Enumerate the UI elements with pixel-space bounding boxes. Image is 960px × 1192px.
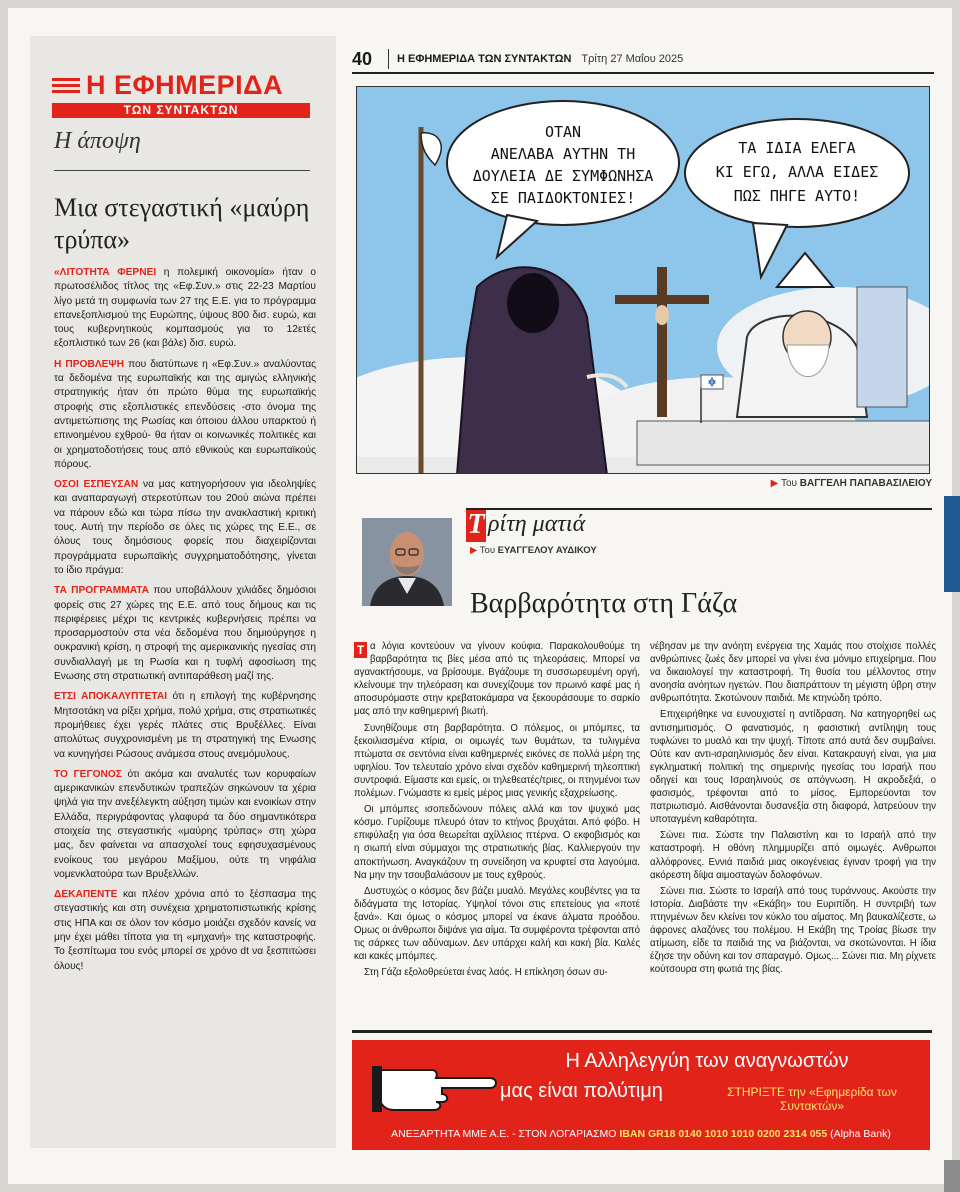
- editorial-paragraph: [54, 478, 316, 578]
- cross-post: [657, 267, 667, 417]
- article-paragraph: Επιχειρήθηκε να ευνουχιστεί η αντίδραση. Να κατηγορηθεί ως αντισημιτισμός. Ο φανατισμός, η φασιστική αντίληψη τους τυφλώνει το μυαλό και την ψυχή. Τίποτε από αυτά δεν συμβαίνει. Ούτε καν αντι-ισραηλινισμός δεν είναι. Κατακραυγή είναι, για μια εγκληματική πολιτική της σημερινής ηγεσίας του Ισραήλ που οδηγεί και τους Ισραηλινούς σε απόγνωση. Η ακροδεξιά, ο φασισμός, τρέφονται από το μίσος. Εμπορεύονται τον πατριωτισμό. Αισθάνονται δυσανεξία στη διαφορά, λατρεύουν την υποταγμένη καθαρότητα.: [650, 709, 936, 826]
- grim-reaper-hood: [507, 273, 559, 333]
- bubble-left-line: ΔΟΥΛΕΙΑ ΔΕ ΣΥΜΦΩΝΗΣΑ: [472, 167, 654, 185]
- article-paragraph: Σώνει πια. Σώστε την Παλαιστίνη και το Ισραήλ από την καταστροφή. Η οθόνη πλημμυρίζει από οιμωγές. Ανθρωποι αλλόφρονες. Εννιά παιδιά μιας οικογένειας έγιναν τροφή για την ακόρεστη δίψα αιμοσταγών δολοφόνων.: [650, 830, 936, 881]
- throne: [857, 287, 907, 407]
- column-initial: Τ: [467, 509, 485, 540]
- ad-divider: [352, 1030, 932, 1033]
- hand-shape: [378, 1070, 496, 1110]
- bubble-right-line: ΠΩΣ ΠΗΓΕ ΑΥΤΟ!: [733, 187, 861, 205]
- article-paragraph: Δυστυχώς ο κόσμος δεν βάζει μυαλό. Μεγάλες κουβέντες για τα διδάγματα της Ιστορίας. Υψηλοί τόνοι στις επετείους για «ποτέ ξανά». Και όμως ο κόσμος μπορεί να έκανε άλματα προόδου. Ομως οι άνθρωποι διψάνε για αίμα. Τα συμφέροντα τρέφονται από τις σάρκες των αδύναμων. Δεν υπάρχει καλή και κακή βία. Καλές και κακές μπόμπες.: [354, 885, 640, 963]
- page-edge-tab: [944, 1160, 960, 1192]
- paragraph-lead: Η ΠΡΟΒΛΕΨΗ: [54, 358, 125, 370]
- bank-iban: IBAN GR18 0140 1010 1010 0200 2314 055: [619, 1128, 828, 1140]
- editorial-paragraph: [54, 888, 316, 974]
- bubble-right-line: ΚΙ ΕΓΩ, ΑΛΛΑ ΕΙΔΕΣ: [715, 163, 879, 181]
- editorial-body: [54, 266, 316, 980]
- article-paragraph: νέβησαν με την ανόητη ενέργεια της Χαμάς που στοίχισε πολλές ανθρώπινες ζωές δεν μπορεί να γίνει ένα μόνιμο επιχείρημα. Που να δικαιολογεί την καταστροφή. Τη θυσία του μέλλοντος στην ανοησία ανόητων ηγετών. Που διαπράττουν τη μέγιστη ύβρη στην ανθρωπότητα. Σκοτώνουν παιδιά. Με κτηνώδη τρόπο.: [650, 641, 936, 705]
- paragraph-text: α λόγια κοντεύουν να γίνουν κούφια. Παρακολουθούμε τη βαρβαρότητα τις βίες μέσα από τις τηλεοράσεις. Μπορεί να αγανακτήσουμε, να βρίσουμε. Βγάζουμε τη συσσωρευμένη οργή, κλείνουμε την τηλεόραση και συνεχίζουμε τον πρωινό καφέ μας ή αποσυρόμαστε στην κρεβατοκάμαρα να ξεκουράσουμε το σαρκίο μας από την καθημερινή βιωτή.: [354, 641, 640, 718]
- article-column-left: [354, 640, 640, 982]
- logo-main: [52, 70, 310, 101]
- portrait-illustration: [362, 518, 452, 606]
- editorial-title: Μια στεγαστική «μαύρη τρύπα»: [54, 193, 310, 254]
- paragraph-text: η πολεμική οικονομία» ήταν ο πρωτοσέλιδος τίτλος της «Εφ.Συν.» στις 22-23 Μαρτίου λίγο μετά τη συμφωνία των 27 της Ε.Ε. για το πρόγραμμα επανεξοπλισμού της Ευρώπης, ύψους 800 δισ. ευρώ, και τους κυβερνητικούς κομπασμούς για το 12ετές εξοπλιστικό των 26 (και βάλε) δισ. ευρώ.: [54, 267, 316, 350]
- editorial-paragraph: [54, 266, 316, 352]
- paragraph-text: ότι η επιλογή της κυβέρνησης Μητσοτάκη να ρίξει χρήμα, πολύ χρήμα, στις στρατιωτικές προμήθειες έχει γερές πλάτες στις Βρυξέλλες. Είναι απολύτως συγχρονισμένη με τη στρατηγική της Ενωσης να κυνηγήσει Ρώσους ανάμεσα στους ανεμόμυλους.: [54, 691, 316, 760]
- drop-cap: Τ: [354, 642, 367, 658]
- credit-name: ΒΑΓΓΕΛΗ ΠΑΠΑΒΑΣΙΛΕΙΟΥ: [799, 478, 932, 489]
- editorial-paragraph: [54, 768, 316, 882]
- article-paragraph: Σώνει πια. Σώστε το Ισραήλ από τους τυράννους. Ακούστε την Ιστορία. Διαβάστε την «Εκάβη» του Ευριπίδη. Η συντριβή των πτηνμένων δεν κλείνει τον κύκλο του αίματος. Μη βαυκαλίζεστε, ω άφρονες αλαζόνες του πολέμου. Η Εκάβη της Τροίας βίωσε την ατίμωση, είδε τα παιδιά της να βιάζονται, να σκοτώνονται. Η ίδια έζησε την οδύνη και τον σπαραγμό. Ομως... Σώνει πια. Μη ρίχνετε κούτσουρα στη φωτιά της βίας.: [650, 885, 936, 976]
- cartoon-illustration: [357, 87, 930, 474]
- header-divider: [388, 49, 389, 69]
- paragraph-text: ότι ακόμα και αναλυτές των κορυφαίων αμερικανικών επενδυτικών τραπεζών σηκώνουν τα χέρια ψηλά για την ανεξέλεγκτη αύξηση τιμών και ενοικίων στην Ελλάδα, περιγράφοντας γλαφυρά τα δύο σημαντικότερα στοιχεία της στεγαστικής «μαύρης τρύπας» στη χώρα μας, δεν φαίνεται να απασχολεί τους εφησυχασμένους ενοίκους του μεγάρου Μαξίμου, ούτε τη νηφάλια νομενκλατούρα των Βρυξελλών.: [54, 768, 316, 880]
- hand-cuff: [372, 1066, 382, 1112]
- paragraph-lead: ΤΑ ΠΡΟΓΡΑΜΜΑΤΑ: [54, 585, 150, 597]
- paragraph-lead: ΕΤΣΙ ΑΠΟΚΑΛΥΠΤΕΤΑΙ: [54, 691, 168, 703]
- paragraph-lead: «ΛΙΤΟΤΗΤΑ ΦΕΡΝΕΙ: [54, 267, 157, 278]
- bubble-left-line: ΣΕ ΠΑΙΔΟΚΤΟΝΙΕΣ!: [490, 189, 636, 207]
- bank-prefix: ΑΝΕΞΑΡΤΗΤΑ ΜΜΕ Α.Ε. - ΣΤΟΝ ΛΟΓΑΡΙΑΣΜΟ: [391, 1128, 617, 1140]
- cartoon: [356, 86, 930, 474]
- column-byline: [470, 545, 597, 556]
- ad-line-1: Η Αλληλεγγύη των αναγνωστών: [565, 1050, 849, 1072]
- article-headline: Βαρβαρότητα στη Γάζα: [470, 588, 738, 619]
- paragraph-text: και πλέον χρόνια από το ξέσπασμα της στεγαστικής και στη συνέχεια χρηματοπιστωτικής κρίσης στις ΗΠΑ και σε όλον τον κόσμο μοιάζει σχεδόν κανείς να μην έχει μάθει τίποτα για τη «μηχανή» της καταστροφής. Το ξεσπίτωμα του ενός μπορεί σε χρόνο dt να ξεσπιτώσει όλους!: [54, 889, 316, 972]
- paragraph-text: που υποβάλλουν χιλιάδες δημόσιοι φορείς στις 27 χώρες της Ε.Ε. από τους δήμους και τις περιφέρειες μέχρι τις κεντρικές κυβερνήσεις πρέπει να προσαρμοστούν στα νέα δεδομένα που δημιούργησε η ουκρανική κρίση, η στροφή της αμερικανικής ηγεσίας στη συνδιαλλαγή με τη Ρωσία και η τυφλή αφοσίωση της Ενωσης στη στρατιωτική αντιπαράθεση μαζί της.: [54, 585, 316, 683]
- bank-suffix: (Alpha Bank): [830, 1128, 891, 1140]
- paragraph-lead: ΟΣΟΙ ΕΣΠΕΥΣΑΝ: [54, 479, 139, 491]
- crucified-figure: [655, 305, 669, 325]
- editorial-paragraph: [54, 690, 316, 761]
- ad-line-2: μας είναι πολύτιμη: [500, 1080, 663, 1102]
- header-date: Τρίτη 27 Μαΐου 2025: [581, 53, 684, 65]
- logo-main-text: Η ΕΦΗΜΕΡΙΔΑ: [86, 70, 284, 100]
- page-header: [352, 48, 932, 70]
- bubble-left-line: ΟΤΑΝ: [544, 123, 582, 141]
- pointing-hand-icon: [372, 1050, 502, 1116]
- bubble-right-line: ΤΑ ΙΔΙΑ ΕΛΕΓΑ: [738, 139, 856, 157]
- editorial-paragraph: [54, 584, 316, 684]
- credit-prefix: Του: [780, 478, 798, 489]
- byline-name: ΕΥΑΓΓΕΛΟΥ ΑΥΔΙΚΟΥ: [497, 545, 597, 556]
- paragraph-text: να μας κατηγορήσουν για ιδεοληψίες και αναπαραγωγή στερεοτύπων του 20ού αιώνα πρέπει να πάρουν εδώ και τώρα πίσω την ανακλαστική κριτική τους. Αυτή την περίοδο σε όλες τις χώρες της Ε.Ε., σε όλους τους δημόσιους φορείς που διαχειρίζονται προγράμματα ευρωπαϊκής συγχρηματοδότησης, γίνεται το ίδιο πράγμα:: [54, 479, 316, 576]
- editorial-paragraph: [54, 358, 316, 472]
- cross-beam: [615, 295, 709, 304]
- marble-desk: [637, 421, 930, 465]
- header-paper-name: Η ΕΦΗΜΕΡΙΔΑ ΤΩΝ ΣΥΝΤΑΚΤΩΝ: [397, 53, 572, 65]
- triangle-icon: ▶: [470, 545, 480, 556]
- section-divider: [54, 170, 310, 171]
- section-edge-tab: [944, 496, 960, 592]
- byline-prefix: Του: [479, 545, 496, 556]
- cartoon-credit: [771, 478, 932, 489]
- bubble-left-line: ΑΝΕΛΑΒΑ ΑΥΤΗΝ ΤΗ: [490, 145, 636, 163]
- article-paragraph: [354, 640, 640, 719]
- paragraph-text: που διατύπωνε η «Εφ.Συν.» αναλύοντας τα δεδομένα της ευρωπαϊκής και της αμιγώς ελληνικής στρατηγικής ήταν ότι πρώτο θύμα της ευρωπαϊκής στροφής στις εξοπλιστικές επενδύσεις -στο όνομα της αντιμετώπισης της Ρωσίας και όποιου άλλου υπαρκτού ή επινοημένου εχθρού- θα ήταν οι κοινωνικές πολιτικές και οι χρηματοδοτήσεις τους από εθνικούς και ευρωπαϊκούς πόρους.: [54, 358, 317, 470]
- article-paragraph: Συνηθίζουμε στη βαρβαρότητα. Ο πόλεμος, οι μπόμπες, τα ξεκοιλιασμένα κτίρια, οι οιμωγές των θυμάτων, τα τυλιγμένα πτώματα σε σεντόνια είναι καθημερινές εικόνες σε πολλά μέρη της υφηλίου. Τον τελευταίο χρόνο είναι σχεδόν καθημερινή τηλεοπτική συντροφιά. Είμαστε και εμείς, οι τηλεθεατές/τριες, οι πτηνμένοι των πολέμων. Γνώμαστε κι εμείς μέρος μιας γενικής εξαχρείωσης.: [354, 722, 640, 800]
- header-rule: [352, 72, 934, 74]
- ad-bank-info: [352, 1128, 930, 1140]
- section-label: Η άποψη: [54, 128, 141, 154]
- article-column-right: [650, 640, 936, 979]
- triangle-icon: ▶: [770, 478, 781, 489]
- article-paragraph: Στη Γάζα εξολοθρεύεται ένας λαός. Η επίκληση όσων συ-: [364, 967, 608, 979]
- columnist-portrait: [362, 518, 452, 606]
- page-number: 40: [352, 48, 373, 69]
- column-name: ρίτη ματιά: [488, 511, 586, 537]
- logo-stripes-icon: [52, 75, 80, 96]
- paragraph-lead: ΔΕΚΑΠΕΝΤΕ: [54, 889, 118, 901]
- paper-logo: [52, 70, 310, 118]
- logo-sub: ΤΩΝ ΣΥΝΤΑΚΤΩΝ: [52, 103, 310, 118]
- column-header: [466, 508, 932, 540]
- article-paragraph: Οι μπόμπες ισοπεδώνουν πόλεις αλλά και τον ψυχικό μας κόσμο. Γυρίζουμε πλευρό όταν το κτήνος βρυχάται. Από φόβο. Η επιφύλαξη για όσα θεωρείται αχίλλειος πτέρνα. Ο εκφοβισμός και η σιωπή είναι σύμμαχοι της στρατιωτικής βίας. Καλλιεργούν την αποκτήνωση. Αναγκάζουν τη συνείδηση να κρυφτεί στα λαγούμια. Να μην την τσουβαλιάσουν με τους εχθρούς.: [354, 804, 640, 881]
- solidarity-ad[interactable]: [352, 1040, 930, 1150]
- ad-line-3: ΣΤΗΡΙΞΤΕ την «Εφημερίδα των Συντακτών»: [727, 1085, 897, 1113]
- paragraph-lead: ΤΟ ΓΕΓΟΝΟΣ: [54, 768, 122, 780]
